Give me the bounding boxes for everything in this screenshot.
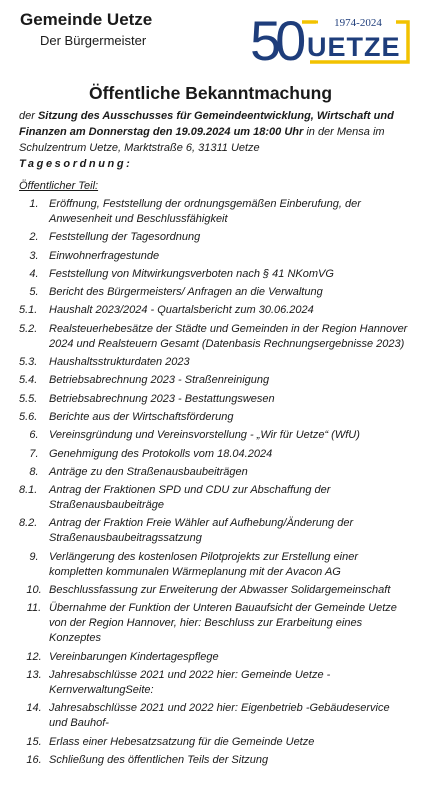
agenda-item [19,447,411,462]
agenda-item-text: Betriebsabrechnung 2023 - Straßenreinigung [49,374,270,387]
intro-prefix: der [19,110,38,122]
agenda-item-number: 13. [26,668,42,681]
agenda-item-number: 2. [29,231,39,244]
agenda-item-text: Jahresabschlüsse 2021 und 2022 hier: Eigenbetrieb -Gebäudeservice und Bauhof- [49,702,390,730]
agenda-item-number: 8.1. [19,484,38,497]
meeting-intro [19,108,411,156]
agenda-item [19,392,411,407]
logo-wordmark: UETZE [307,32,401,62]
agenda-item [19,550,411,580]
agenda-item [19,322,411,352]
office-name: Der Bürgermeister [40,33,147,48]
agenda-heading: Tagesordnung: [19,158,133,170]
agenda-item-number: 14. [26,702,42,715]
agenda-item [19,197,411,227]
agenda-item [19,465,411,480]
agenda-item-text: Berichte aus der Wirtschaftsförderung [49,410,234,423]
agenda-item-text: Feststellung von Mitwirkungsverboten nach § 41 NKomVG [49,267,334,280]
agenda-item [19,249,411,264]
agenda-item-text: Eröffnung, Feststellung der ordnungsgemäßen Einberufung, der Anwesenheit und Beschlussfähigkeit [49,198,361,225]
agenda-item-number: 12. [26,650,42,663]
agenda-item-number: 15. [26,735,42,748]
agenda-item-text: Schließung des öffentlichen Teils der Sitzung [49,753,269,766]
agenda-item-text: Haushaltsstrukturdaten 2023 [49,356,190,369]
header [0,0,421,76]
agenda-item [19,735,411,750]
agenda-item-number: 1. [29,198,39,210]
agenda-item [19,410,411,425]
uetze-anniversary-logo [250,4,412,72]
agenda-item-text: Betriebsabrechnung 2023 - Bestattungswesen [49,392,275,405]
agenda-item-number: 5.6. [19,410,38,423]
agenda-item-number: 5.2. [19,322,38,335]
agenda-item-text: Bericht des Bürgermeisters/ Anfragen an die Verwaltung [49,286,323,299]
agenda-item-number: 5.4. [19,374,38,387]
agenda-item-text: Haushalt 2023/2024 - Quartalsbericht zum 30.06.2024 [49,304,314,317]
agenda-item [19,285,411,300]
agenda-item [19,601,411,646]
agenda-item-text: Vereinbarungen Kindertagespflege [49,650,219,663]
agenda-item [19,583,411,598]
agenda-item [19,516,411,546]
agenda-item-number: 8.2. [19,517,38,530]
agenda-item [19,373,411,388]
agenda-item-text: Vereinsgründung und Vereinsvorstellung - „Wir für Uetze“ (WfU) [49,429,360,442]
agenda-item-number: 10. [26,584,42,597]
agenda-item-number: 16. [26,753,42,766]
logo-years: 1974-2024 [334,17,382,29]
agenda-item [19,230,411,245]
agenda-item-number: 9. [29,550,39,563]
agenda-item-number: 3. [29,249,39,262]
page-title: Öffentliche Bekanntmachung [88,83,333,103]
agenda-item [19,650,411,665]
agenda-item [19,267,411,282]
agenda-item [19,668,411,698]
agenda-list [19,197,411,771]
agenda-item [19,355,411,370]
agenda-item-number: 5.5. [19,392,38,405]
agenda-item-text: Erlass einer Hebesatzsatzung für die Gemeinde Uetze [49,735,315,748]
agenda-item-text: Anträge zu den Straßenausbaubeiträgen [49,465,248,478]
municipality-name: Gemeinde Uetze [20,10,153,29]
logo-anniversary-number: 50 [250,9,301,72]
agenda-item-number: 8. [29,465,39,478]
agenda-item-text: Jahresabschlüsse 2021 und 2022 hier: Gemeinde Uetze -KernverwaltungSeite: [49,668,331,696]
agenda-item-number: 7. [29,447,39,460]
agenda-item-number: 5. [29,286,39,299]
agenda-item-text: Antrag der Fraktionen SPD und CDU zur Abschaffung der Straßenausbaubeiträge [49,484,331,512]
public-part-label: Öffentlicher Teil: [19,180,99,192]
agenda-item-number: 6. [29,429,39,442]
intro-meeting-details: Sitzung des Ausschusses für Gemeindeentwicklung, Wirtschaft und Finanzen am Donnerstag den 19.09.2024 um 18:00 Uhr [19,110,394,138]
agenda-item-number: 4. [29,267,39,280]
agenda-item-number: 5.1. [19,304,38,317]
agenda-item [19,483,411,513]
agenda-item [19,753,411,768]
agenda-item [19,303,411,318]
intro-location: in der Mensa im Schulzentrum Uetze, Marktstraße 6, 31311 Uetze [19,126,385,154]
agenda-item-text: Antrag der Fraktion Freie Wähler auf Aufhebung/Änderung der Straßenausbaubeitragssatzung [49,517,354,545]
agenda-item [19,428,411,443]
agenda-item-text: Übernahme der Funktion der Unteren Bauaufsicht der Gemeinde Uetze von der Region Hannover, hier: Beschluss zur Erarbeitung eines Konzeptes [49,602,397,645]
agenda-item-text: Einwohnerfragestunde [49,249,160,262]
agenda-item-number: 11. [26,602,42,615]
agenda-item-text: Beschlussfassung zur Erweiterung der Abwasser Solidargemeinschaft [49,584,391,597]
agenda-item [19,701,411,731]
agenda-item-text: Verlängerung des kostenlosen Pilotprojekts zur Erstellung einer kompletten kommunalen Wärmeplanung mit der Avacon AG [49,550,358,578]
agenda-item-text: Realsteuerhebesätze der Städte und Gemeinden in der Region Hannover 2024 und Realsteuern Gesamt (Datenbasis Rechnungsergebnisse 2023) [49,322,408,350]
agenda-item-text: Genehmigung des Protokolls vom 18.04.2024 [49,447,273,460]
agenda-item-number: 5.3. [19,356,38,369]
agenda-item-text: Feststellung der Tagesordnung [49,231,201,244]
